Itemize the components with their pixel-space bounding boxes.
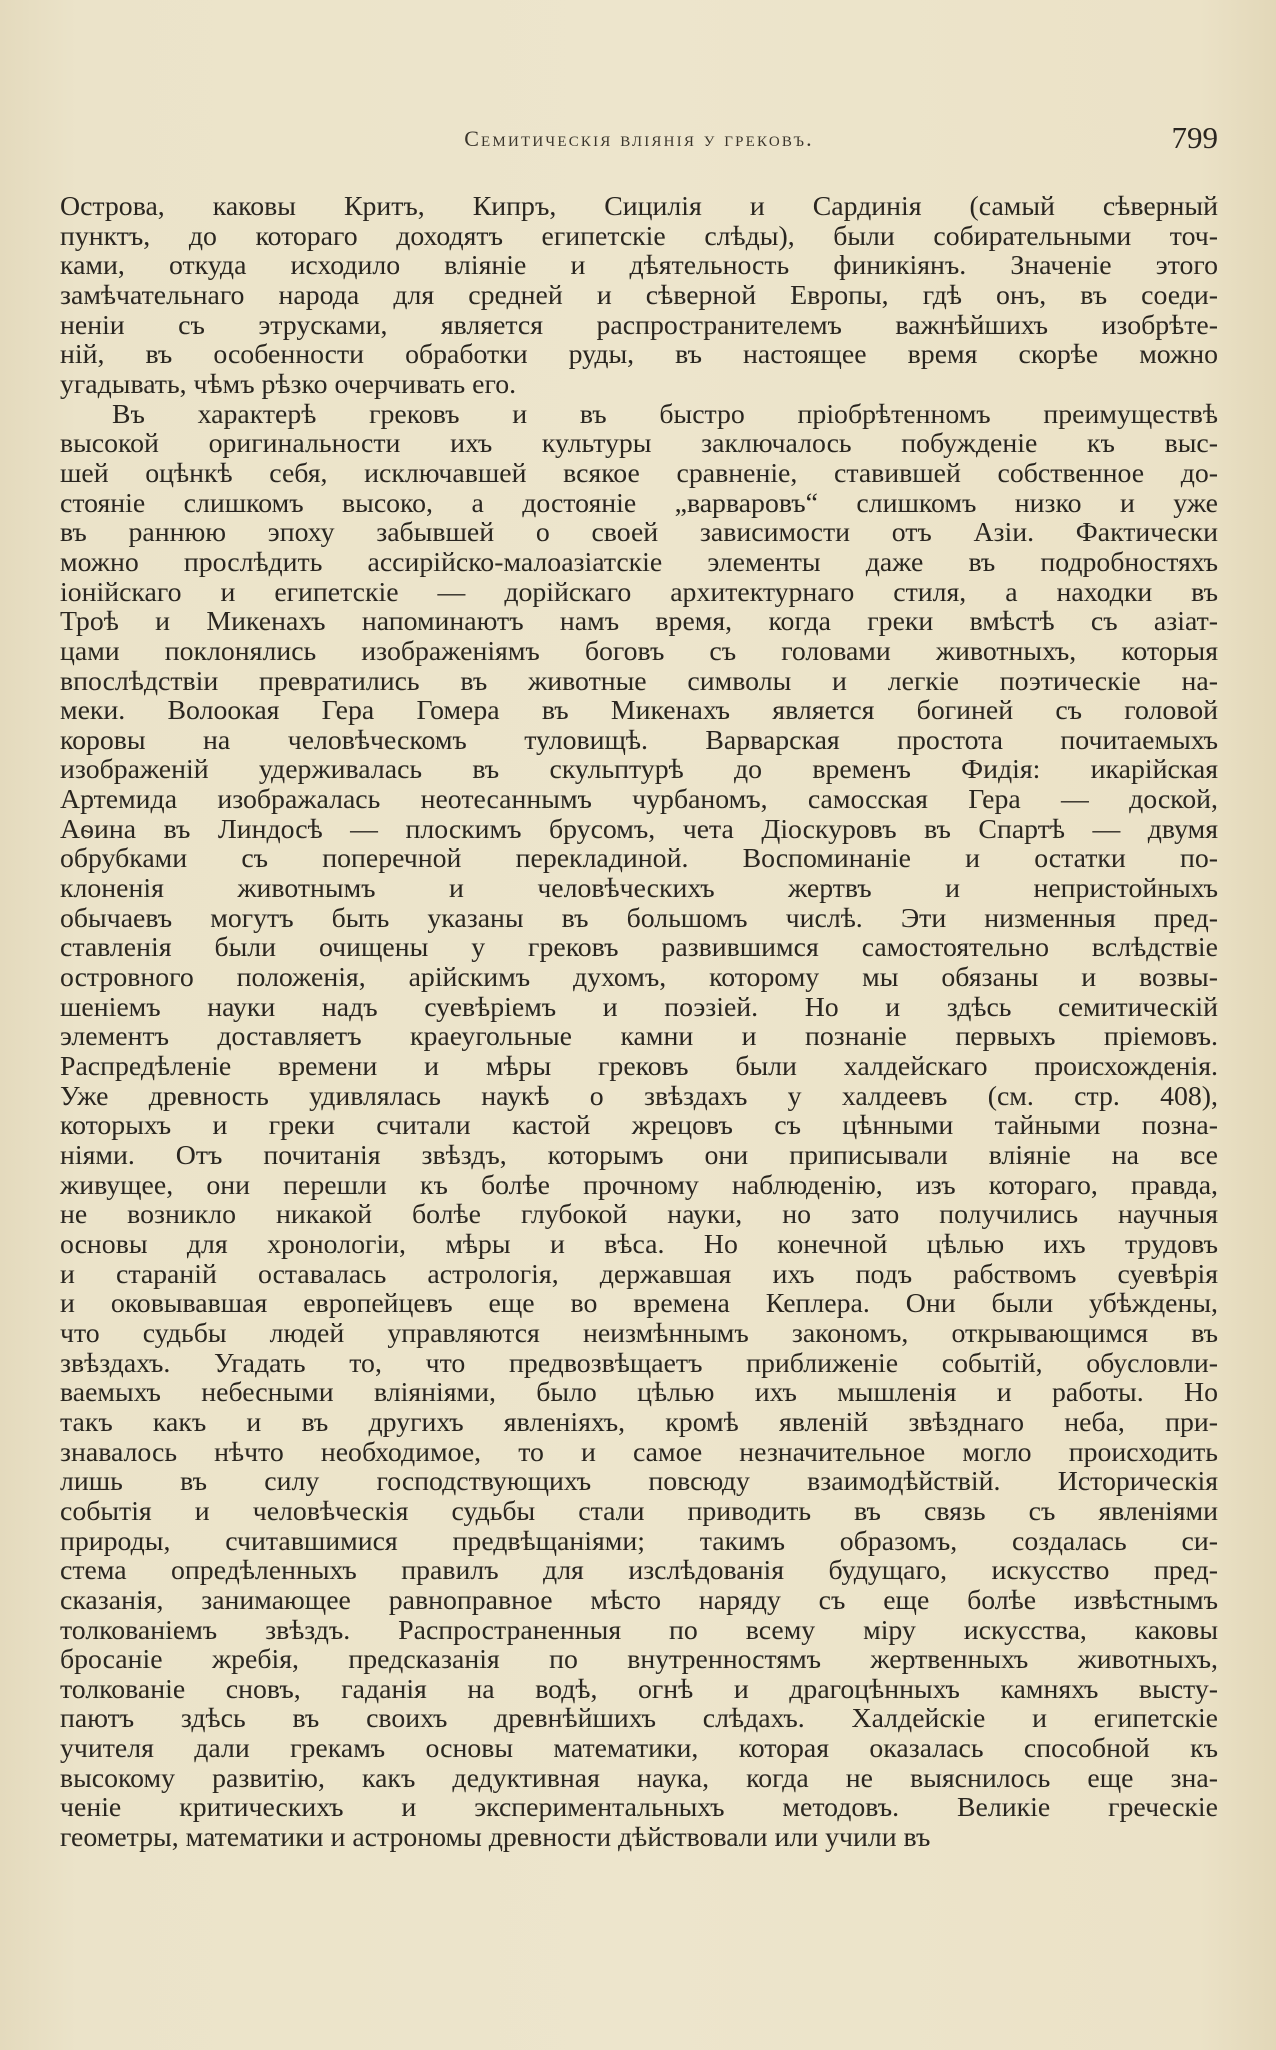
text-line: изображеній удерживалась въ скульптурѣ до временъ Фидія: икарійская bbox=[60, 754, 1218, 786]
text-line: не возникло никакой болѣе глубокой науки, но зато получились научныя bbox=[60, 1199, 1218, 1231]
text-line: неніи съ этрусками, является распространителемъ важнѣйшихъ изобрѣте- bbox=[60, 309, 1218, 341]
text-line: геометры, математики и астрономы древности дѣйствовали или учили въ bbox=[60, 1822, 931, 1854]
text-line: цами поклонялись изображеніямъ боговъ съ головами животныхъ, которыя bbox=[60, 635, 1218, 667]
text-line: можно прослѣдить ассирійско-малоазіатскіе элементы даже въ подробностяхъ bbox=[60, 546, 1218, 578]
text-line: и оковывавшая европейцевъ еще во времена Кеплера. Они были убѣждены, bbox=[60, 1288, 1218, 1320]
text-line: паютъ здѣсь въ своихъ древнѣйшихъ слѣдахъ. Халдейскіе и египетскіе bbox=[60, 1703, 1218, 1735]
text-line: клоненія животнымъ и человѣческихъ жертвъ и непристойныхъ bbox=[60, 873, 1218, 905]
text-line: ніями. Отъ почитанія звѣздъ, которымъ они приписывали вліяніе на все bbox=[60, 1140, 1218, 1171]
text-line: Распредѣленіе времени и мѣры грековъ были халдейскаго происхожденія. bbox=[60, 1051, 1218, 1083]
text-line: стояніе слишкомъ высоко, а достояніе „варваровъ“ слишкомъ низко и уже bbox=[60, 487, 1218, 519]
text-line: стема опредѣленныхъ правилъ для изслѣдованія будущаго, искусство пред- bbox=[60, 1555, 1218, 1587]
text-line: ченіе критическихъ и экспериментальныхъ методовъ. Великіе греческіе bbox=[60, 1792, 1218, 1824]
text-line: обычаевъ могутъ быть указаны въ большомъ числѣ. Эти низменныя пред- bbox=[60, 902, 1218, 934]
text-line: звѣздахъ. Угадать то, что предвозвѣщаетъ приближеніе событій, обусловли- bbox=[60, 1347, 1218, 1379]
text-line: пунктъ, до котораго доходятъ египетскіе слѣды), были собирательными точ- bbox=[60, 220, 1218, 252]
text-line: угадывать, чѣмъ рѣзко очерчивать его. bbox=[60, 368, 517, 400]
text-line: коровы на человѣческомъ туловищѣ. Варварская простота почитаемыхъ bbox=[60, 724, 1218, 756]
text-line: въ раннюю эпоху забывшей о своей зависимости отъ Азіи. Фактически bbox=[60, 517, 1218, 549]
text-line: іонійскаго и египетскіе — дорійскаго архитектурнаго стиля, а находки въ bbox=[60, 576, 1218, 608]
text-line: Острова, каковы Критъ, Кипръ, Сицилія и Сардинія (самый сѣверный bbox=[60, 191, 1218, 222]
text-line: ставленія были очищены у грековъ развившимся самостоятельно вслѣдствіе bbox=[60, 932, 1218, 964]
text-line: лишь въ силу господствующихъ повсюду взаимодѣйствій. Историческія bbox=[60, 1466, 1218, 1498]
text-line: Аѳина въ Линдосѣ — плоскимъ брусомъ, чета Діоскуровъ въ Спартѣ — двумя bbox=[60, 813, 1218, 845]
text-line: и стараній оставалась астрологія, державшая ихъ подъ рабствомъ суевѣрія bbox=[60, 1258, 1218, 1290]
text-line: обрубками съ поперечной перекладиной. Воспоминаніе и остатки по- bbox=[60, 843, 1218, 875]
text-line: основы для хронологіи, мѣры и вѣса. Но конечной цѣлью ихъ трудовъ bbox=[60, 1228, 1218, 1260]
text-line: впослѣдствіи превратились въ животные символы и легкіе поэтическіе на- bbox=[60, 665, 1218, 697]
text-line: природы, считавшимися предвѣщаніями; такимъ образомъ, создалась си- bbox=[60, 1525, 1218, 1557]
text-line: которыхъ и греки считали кастой жрецовъ съ цѣнными тайными позна- bbox=[60, 1110, 1218, 1142]
text-line: ваемыхъ небесными вліяніями, было цѣлью ихъ мышленія и работы. Но bbox=[60, 1377, 1218, 1409]
text-line: ками, откуда исходило вліяніе и дѣятельность финикіянъ. Значеніе этого bbox=[60, 250, 1218, 282]
text-line: живущее, они перешли къ болѣе прочному наблюденію, изъ котораго, правда, bbox=[60, 1169, 1218, 1201]
text-line: толкованіемъ звѣздъ. Распространенныя по всему міру искусства, каковы bbox=[60, 1614, 1218, 1646]
paragraph-1 bbox=[60, 192, 1218, 400]
text-line: толкованіе сновъ, гаданія на водѣ, огнѣ и драгоцѣнныхъ камняхъ высту- bbox=[60, 1673, 1218, 1705]
text-line: ній, въ особенности обработки руды, въ настоящее время скорѣе можно bbox=[60, 339, 1218, 371]
running-title: Семитическія вліянія у грековъ. bbox=[464, 126, 814, 151]
paragraph-2 bbox=[60, 400, 1218, 1853]
text-line: шеніемъ науки надъ суевѣріемъ и поэзіей. Но и здѣсь семитическій bbox=[60, 991, 1218, 1023]
page-number: 799 bbox=[1171, 120, 1218, 155]
text-line: что судьбы людей управляются неизмѣннымъ закономъ, открывающимся въ bbox=[60, 1317, 1218, 1349]
text-line: бросаніе жребія, предсказанія по внутренностямъ жертвенныхъ животныхъ, bbox=[60, 1644, 1218, 1676]
text-line: высокой оригинальности ихъ культуры заключалось побужденіе къ выс- bbox=[60, 428, 1218, 460]
page-header bbox=[60, 120, 1218, 160]
text-line: Артемида изображалась неотесаннымъ чурбаномъ, самосская Гера — доской, bbox=[60, 784, 1218, 816]
text-line: учителя дали грекамъ основы математики, которая оказалась способной къ bbox=[60, 1733, 1218, 1765]
text-line: Уже древность удивлялась наукѣ о звѣздахъ у халдеевъ (см. стр. 408), bbox=[60, 1080, 1218, 1112]
text-line: высокому развитію, какъ дедуктивная наука, когда не выяснилось еще зна- bbox=[60, 1762, 1218, 1794]
text-line: сказанія, занимающее равноправное мѣсто наряду съ еще болѣе извѣстнымъ bbox=[60, 1584, 1218, 1616]
text-line: элементъ доставляетъ краеугольные камни и познаніе первыхъ пріемовъ. bbox=[60, 1021, 1218, 1053]
body-text bbox=[60, 192, 1218, 1853]
text-line: такъ какъ и въ другихъ явленіяхъ, кромѣ явленій звѣзднаго неба, при- bbox=[60, 1406, 1218, 1438]
text-line: знавалось нѣчто необходимое, то и самое незначительное могло происходить bbox=[60, 1436, 1218, 1468]
text-line: Троѣ и Микенахъ напоминаютъ намъ время, когда греки вмѣстѣ съ азіат- bbox=[60, 606, 1218, 638]
text-line: замѣчательнаго народа для средней и сѣверной Европы, гдѣ онъ, въ соеди- bbox=[60, 279, 1218, 311]
text-line: шей оцѣнкѣ себя, исключавшей всякое сравненіе, ставившей собственное до- bbox=[60, 457, 1218, 489]
text-line: событія и человѣческія судьбы стали приводить въ связь съ явленіями bbox=[60, 1495, 1218, 1527]
text-line: меки. Волоокая Гера Гомера въ Микенахъ является богиней съ головой bbox=[60, 695, 1218, 727]
text-line: островного положенія, арійскимъ духомъ, которому мы обязаны и возвы- bbox=[60, 962, 1218, 994]
text-line: Въ характерѣ грековъ и въ быстро пріобрѣтенномъ преимуществѣ bbox=[112, 398, 1218, 430]
